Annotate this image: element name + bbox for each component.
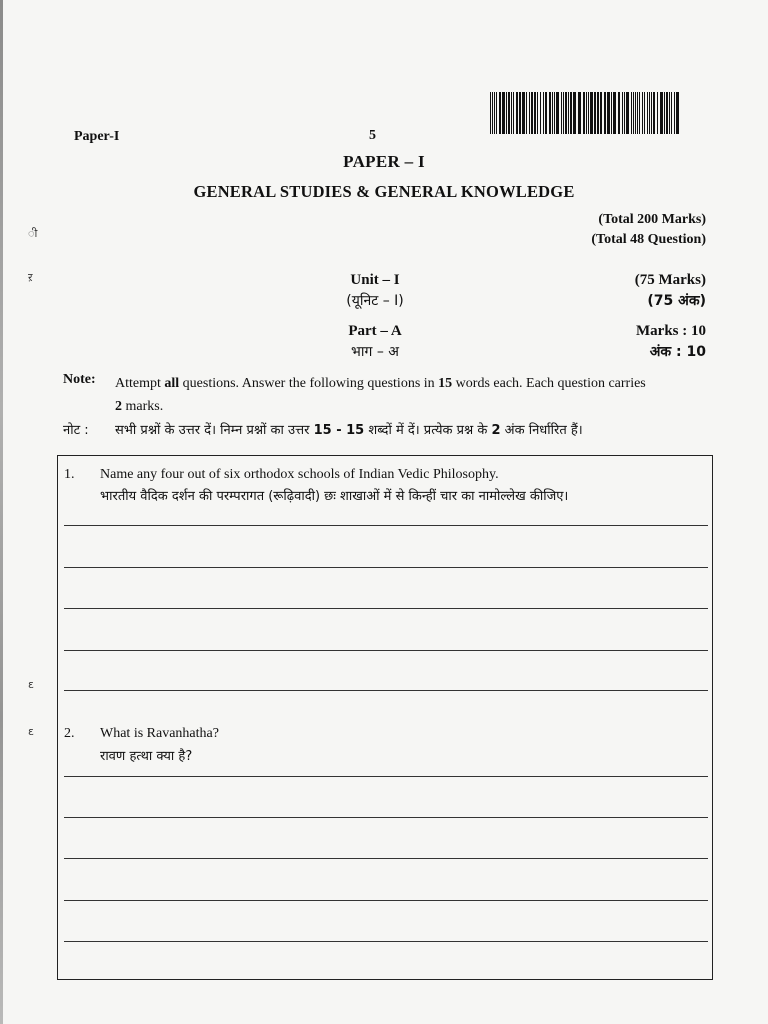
answer-line[interactable] — [64, 525, 708, 526]
total-marks: (Total 200 Marks) — [598, 212, 706, 227]
question-number: 1. — [64, 467, 75, 482]
answer-line[interactable] — [64, 608, 708, 609]
margin-mark: ऱ — [28, 271, 33, 284]
unit-marks-hindi: (75 अंक) — [647, 293, 706, 309]
answer-line[interactable] — [64, 690, 708, 691]
part-heading: Part – A — [348, 323, 402, 339]
barcode-image — [490, 92, 679, 134]
answer-line[interactable] — [64, 817, 708, 818]
margin-mark: ी — [28, 227, 38, 240]
margin-mark: ε — [28, 725, 34, 738]
paper-subtitle: GENERAL STUDIES & GENERAL KNOWLEDGE — [193, 182, 575, 201]
unit-marks: (75 Marks) — [634, 272, 706, 288]
note-label: Note: — [63, 372, 96, 387]
question-text: What is Ravanhatha? — [100, 726, 219, 741]
answer-line[interactable] — [64, 567, 708, 568]
paper-label: Paper-I — [74, 129, 120, 144]
answer-line[interactable] — [64, 858, 708, 859]
part-marks: Marks : 10 — [636, 323, 706, 339]
question-text-hindi: भारतीय वैदिक दर्शन की परम्परागत (रूढ़िवादी) छः शाखाओं में से किन्हीं चार का नामोल्लेख कीजिए। — [100, 489, 569, 504]
unit-heading-hindi: (यूनिट – I) — [346, 293, 404, 309]
answer-line[interactable] — [64, 650, 708, 651]
question-number: 2. — [64, 726, 75, 741]
paper-title: PAPER – I — [343, 152, 425, 171]
note-text: Attempt all questions. Answer the following questions in 15 words each. Each question carries 2 marks. — [115, 376, 646, 414]
page-number: 5 — [369, 128, 376, 143]
question-text: Name any four out of six orthodox schools of Indian Vedic Philosophy. — [100, 467, 499, 482]
total-questions: (Total 48 Question) — [591, 232, 706, 247]
answer-box — [57, 455, 713, 980]
answer-line[interactable] — [64, 776, 708, 777]
note-text-hindi: सभी प्रश्नों के उत्तर दें। निम्न प्रश्नों का उत्तर 15 - 15 शब्दों में दें। प्रत्येक प्रश्न के 2 अंक निर्धारित हैं। — [115, 423, 583, 438]
answer-line[interactable] — [64, 941, 708, 942]
answer-line[interactable] — [64, 900, 708, 901]
part-marks-hindi: अंक : 10 — [649, 344, 706, 360]
margin-mark: ε — [28, 678, 34, 691]
question-text-hindi: रावण हत्था क्या है? — [100, 749, 193, 764]
part-heading-hindi: भाग – अ — [351, 344, 399, 360]
note-label-hindi: नोट : — [63, 423, 89, 438]
unit-heading: Unit – I — [350, 272, 400, 288]
